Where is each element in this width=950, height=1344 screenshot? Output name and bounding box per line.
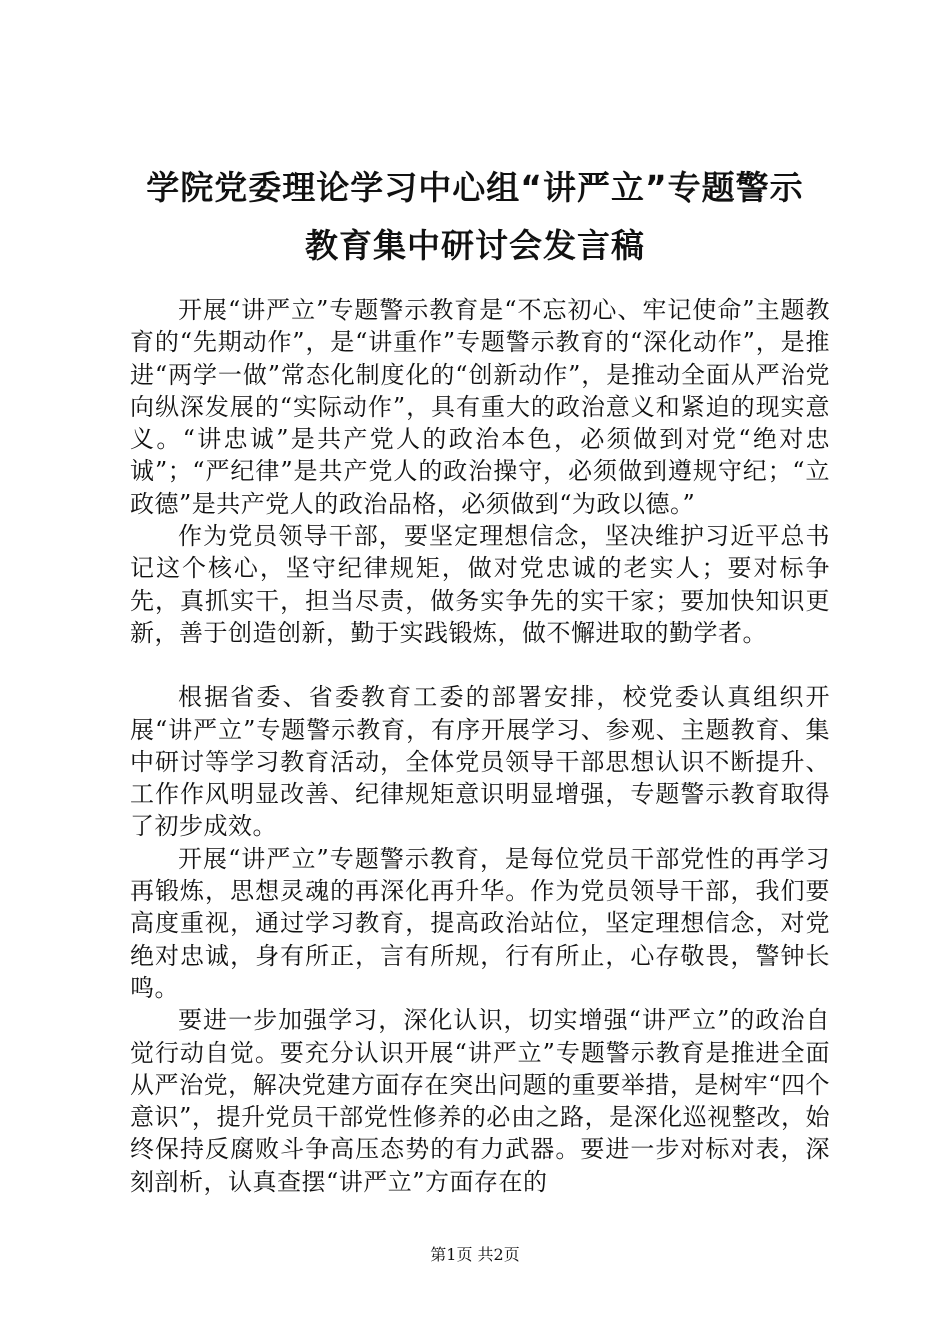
paragraph-3: 根据省委、省委教育工委的部署安排，校党委认真组织开展“讲严立”专题警示教育，有序开展学习、参观、主题教育、集中研讨等学习教育活动，全体党员领导干部思想认识不断提升、工作作风明显改善、纪律规矩意识明显增强，专题警示教育取得了初步成效。 [130, 683, 830, 841]
page-number-footer: 第1页 共2页 [430, 1245, 520, 1264]
document-body [130, 294, 830, 1198]
document-title-line-2: 教育集中研讨会发言稿 [305, 226, 645, 265]
paragraph-5: 要进一步加强学习，深化认识，切实增强“讲严立”的政治自觉行动自觉。要充分认识开展“讲严立”专题警示教育是推进全面从严治党，解决党建方面存在突出问题的重要举措，是树牢“四个意识”，提升党员干部党性修养的必由之路，是深化巡视整改，始终保持反腐败斗争高压态势的有力武器。要进一步对标对表，深刻剖析，认真查摆“讲严立”方面存在的 [130, 1006, 830, 1196]
paragraph-spacer [130, 649, 830, 681]
paragraph-1: 开展“讲严立”专题警示教育是“不忘初心、牢记使命”主题教育的“先期动作”，是“讲重作”专题警示教育的“深化动作”，是推进“两学一做”常态化制度化的“创新动作”，是推动全面从严治党向纵深发展的“实际动作”，具有重大的政治意义和紧迫的现实意义。“讲忠诚”是共产党人的政治本色，必须做到对党“绝对忠诚”；“严纪律”是共产党人的政治操守，必须做到遵规守纪；“立政德”是共产党人的政治品格，必须做到“为政以德。” [130, 296, 830, 518]
paragraph-2: 作为党员领导干部，要坚定理想信念，坚决维护习近平总书记这个核心，坚守纪律规矩，做对党忠诚的老实人；要对标争先，真抓实干，担当尽责，做务实争先的实干家；要加快知识更新，善于创造创新，勤于实践锻炼，做不懈进取的勤学者。 [130, 522, 830, 647]
paragraph-4: 开展“讲严立”专题警示教育，是每位党员干部党性的再学习再锻炼，思想灵魂的再深化再升华。作为党员领导干部，我们要高度重视，通过学习教育，提高政治站位，坚定理想信念，对党绝对忠诚，身有所正，言有所规，行有所止，心存敬畏，警钟长鸣。 [130, 844, 830, 1002]
document-title-line-1: 学院党委理论学习中心组“讲严立”专题警示 [146, 168, 804, 207]
